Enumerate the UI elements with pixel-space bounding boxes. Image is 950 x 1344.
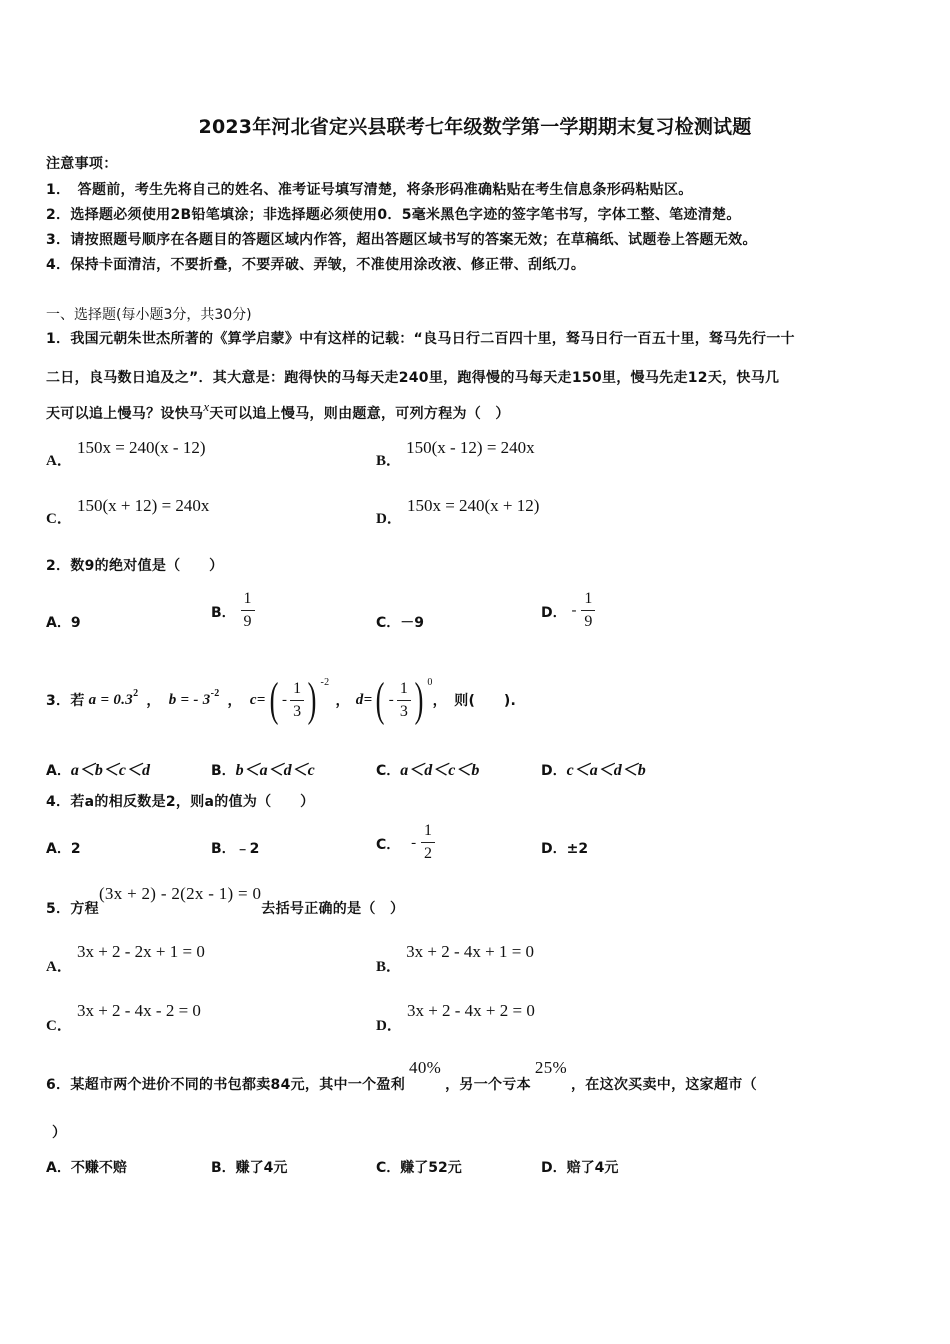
q3-prefix: 3．若 — [46, 693, 85, 709]
q4-option-a[interactable] — [46, 838, 81, 858]
q5-equation: (3x + 2) - 2(2x - 1) = 0 — [98, 884, 262, 903]
q3-b-expression: b = - 3 — [168, 691, 211, 708]
option-label: C． — [376, 836, 401, 853]
fraction-bar — [421, 842, 435, 843]
numerator: 1 — [243, 590, 252, 607]
denominator: 3 — [399, 702, 409, 720]
option-label: D． — [376, 511, 402, 527]
q6-option-b[interactable] — [211, 1157, 287, 1177]
option-label: A． — [46, 959, 72, 975]
fraction — [421, 822, 435, 863]
option-text: 2 — [70, 841, 81, 857]
option-label: A． — [46, 763, 71, 779]
q2-option-b[interactable] — [211, 590, 255, 631]
q6-part-2: ，另一个亏本 — [445, 1077, 531, 1093]
option-text: 不赚不赔 — [70, 1160, 127, 1176]
q1-line-2: 二日，良马数日追及之”．其大意是：跑得快的马每天走240里，跑得慢的马每天走150里，慢马先走12天，快马几 — [46, 370, 780, 386]
q3-option-a[interactable] — [46, 757, 150, 780]
option-label: B． — [211, 841, 236, 857]
fraction — [241, 590, 255, 631]
q6-percent-2: 25% — [534, 1058, 567, 1077]
right-paren: ) — [307, 673, 317, 726]
q3-stem: 3．若 a = 0.3 2 ， b = - 3 -2 ， c= ( - $\frac{1}{3}$ ) -2 ， d= ( - $\frac{1}{3}$ ) 0 ， 则( ). — [46, 673, 517, 726]
option-text: 3x + 2 - 4x - 2 = 0 — [76, 1001, 201, 1020]
page-title: 2023年河北省定兴县联考七年级数学第一学期期末复习检测试题 — [198, 116, 752, 138]
numerator: 1 — [293, 679, 302, 697]
q4-option-b[interactable] — [211, 838, 259, 858]
q3-a-expression: a = 0.3 — [88, 691, 134, 708]
option-label: A． — [46, 453, 72, 469]
q3-a-exponent: 2 — [133, 687, 139, 699]
q6-stem — [46, 1058, 757, 1093]
q5-suffix: 去括号正确的是（ ） — [261, 901, 405, 917]
option-label: D． — [541, 841, 567, 857]
q3-d-exponent: 0 — [427, 676, 433, 688]
denominator: 3 — [293, 702, 302, 720]
option-text: a＜b＜c＜d — [70, 762, 150, 779]
option-text: 150x = 240(x + 12) — [406, 496, 540, 515]
option-text: 150(x - 12) = 240x — [406, 438, 535, 457]
q6-option-d[interactable] — [541, 1157, 618, 1177]
fraction-bar — [241, 610, 255, 611]
q5-option-a[interactable] — [46, 941, 205, 975]
q1-option-c[interactable] — [46, 495, 210, 527]
q4-option-d[interactable] — [541, 838, 588, 858]
option-label: A． — [46, 841, 71, 857]
fraction — [581, 590, 595, 631]
numerator: 1 — [584, 590, 593, 607]
q5-option-b[interactable] — [376, 941, 535, 975]
q1-option-a[interactable] — [46, 437, 206, 469]
q5-stem — [46, 884, 405, 917]
q3-option-c[interactable] — [376, 757, 479, 780]
q6-part-1: 6．某超市两个进价不同的书包都卖84元，其中一个盈利 — [46, 1077, 406, 1093]
note-item-3: 3．请按照题号顺序在各题目的答题区域内作答，超出答题区域书写的答案无效；在草稿纸、试题卷上答题无效。 — [46, 232, 757, 248]
q1-line-3 — [46, 399, 510, 423]
notes-heading: 注意事项： — [46, 156, 118, 172]
q2-option-a[interactable] — [46, 612, 81, 632]
numerator: 1 — [399, 679, 409, 697]
left-paren: ( — [269, 673, 279, 726]
option-text: 150(x + 12) = 240x — [76, 496, 210, 515]
option-label: D． — [376, 1018, 402, 1034]
q3-b-exponent: -2 — [210, 687, 220, 699]
option-label: B． — [211, 763, 236, 779]
option-label: C． — [46, 1018, 72, 1034]
q1-variable: x — [203, 399, 210, 414]
note-item-4: 4．保持卡面清洁，不要折叠，不要弄破、弄皱，不准使用涂改液、修正带、刮纸刀。 — [46, 257, 586, 273]
option-text: ﹣2 — [235, 841, 260, 857]
left-paren: ( — [376, 673, 386, 726]
q5-option-d[interactable] — [376, 1000, 535, 1034]
q6-percent-1: 40% — [409, 1058, 442, 1077]
q3-d-label: d= — [355, 691, 373, 708]
option-text: 3x + 2 - 4x + 2 = 0 — [406, 1001, 535, 1020]
minus-sign: - — [388, 691, 395, 708]
option-label: B． — [376, 959, 402, 975]
note-item-2: 2．选择题必须使用2B铅笔填涂；非选择题必须使用0．5毫米黑色字迹的签字笔书写，字体工整、笔迹清楚。 — [46, 207, 741, 223]
fraction — [397, 680, 411, 721]
minus-sign: - — [411, 834, 417, 851]
option-text: 赚了4元 — [235, 1160, 288, 1176]
q6-part-3: ，在这次买卖中，这家超市（ — [570, 1077, 757, 1093]
option-label: C． — [376, 1160, 401, 1176]
q5-option-c[interactable] — [46, 1000, 201, 1034]
q3-c-exponent: -2 — [320, 676, 330, 688]
option-text: 3x + 2 - 2x + 1 = 0 — [76, 942, 205, 961]
q2-option-d[interactable] — [541, 590, 595, 631]
option-label: A． — [46, 1160, 71, 1176]
option-label: B． — [211, 604, 236, 621]
option-text: 赔了4元 — [566, 1160, 619, 1176]
q1-option-b[interactable] — [376, 437, 535, 469]
q3-option-d[interactable] — [541, 757, 646, 780]
fraction — [290, 680, 304, 721]
q2-option-c[interactable] — [376, 612, 424, 632]
q1-line-3a: 天可以追上慢马？设快马 — [46, 406, 204, 422]
section-heading: 一、选择题(每小题3分，共30分) — [46, 307, 252, 323]
denominator: 2 — [424, 845, 433, 862]
q2-stem: 2．数9的绝对值是（ ） — [46, 558, 224, 574]
fraction-bar — [581, 610, 595, 611]
q3-c-label: c= — [249, 691, 266, 708]
q3-suffix: ， 则( ). — [432, 693, 517, 709]
option-text: －9 — [400, 615, 425, 631]
q5-prefix: 5．方程 — [46, 901, 99, 917]
option-label: D． — [541, 604, 567, 621]
q4-stem: 4．若a的相反数是2，则a的值为（ ） — [46, 794, 315, 810]
denominator: 9 — [584, 613, 593, 630]
q6-line-2: ） — [52, 1125, 67, 1141]
option-label: B． — [211, 1160, 236, 1176]
option-label: B． — [376, 453, 402, 469]
q1-option-d[interactable] — [376, 495, 540, 527]
right-paren: ) — [414, 673, 424, 726]
denominator: 9 — [243, 613, 252, 630]
q6-option-a[interactable] — [46, 1157, 127, 1177]
option-text: a＜d＜c＜b — [400, 762, 480, 779]
option-label: D． — [541, 1160, 567, 1176]
q1-line-3b: 天可以追上慢马，则由题意，可列方程为（ ） — [209, 406, 510, 422]
fraction-bar — [397, 700, 411, 701]
option-label: C． — [46, 511, 72, 527]
note-item-1: 1． 答题前，考生先将自己的姓名、准考证号填写清楚，将条形码准确粘贴在考生信息条形码粘贴区。 — [46, 182, 693, 198]
option-text: 3x + 2 - 4x + 1 = 0 — [406, 942, 535, 961]
option-text: 赚了52元 — [400, 1160, 462, 1176]
option-text: 9 — [70, 615, 81, 631]
q3-option-b[interactable] — [211, 757, 315, 780]
q4-option-c[interactable] — [376, 822, 435, 863]
option-label: D． — [541, 763, 567, 779]
option-text: 150x = 240(x - 12) — [76, 438, 206, 457]
option-label: A． — [46, 615, 71, 631]
option-label: C． — [376, 763, 401, 779]
minus-sign: - — [571, 602, 577, 619]
numerator: 1 — [424, 822, 433, 839]
minus-sign: - — [281, 691, 288, 708]
fraction-bar — [290, 700, 304, 701]
option-label: C． — [376, 615, 401, 631]
option-text: c＜a＜d＜b — [566, 762, 646, 779]
q6-option-c[interactable] — [376, 1157, 462, 1177]
option-text: ±2 — [566, 841, 589, 857]
option-text: b＜a＜d＜c — [235, 762, 315, 779]
q1-line-1: 1．我国元朝朱世杰所著的《算学启蒙》中有这样的记载：“良马日行二百四十里，驽马日行一百五十里，驽马先行一十 — [46, 331, 795, 347]
